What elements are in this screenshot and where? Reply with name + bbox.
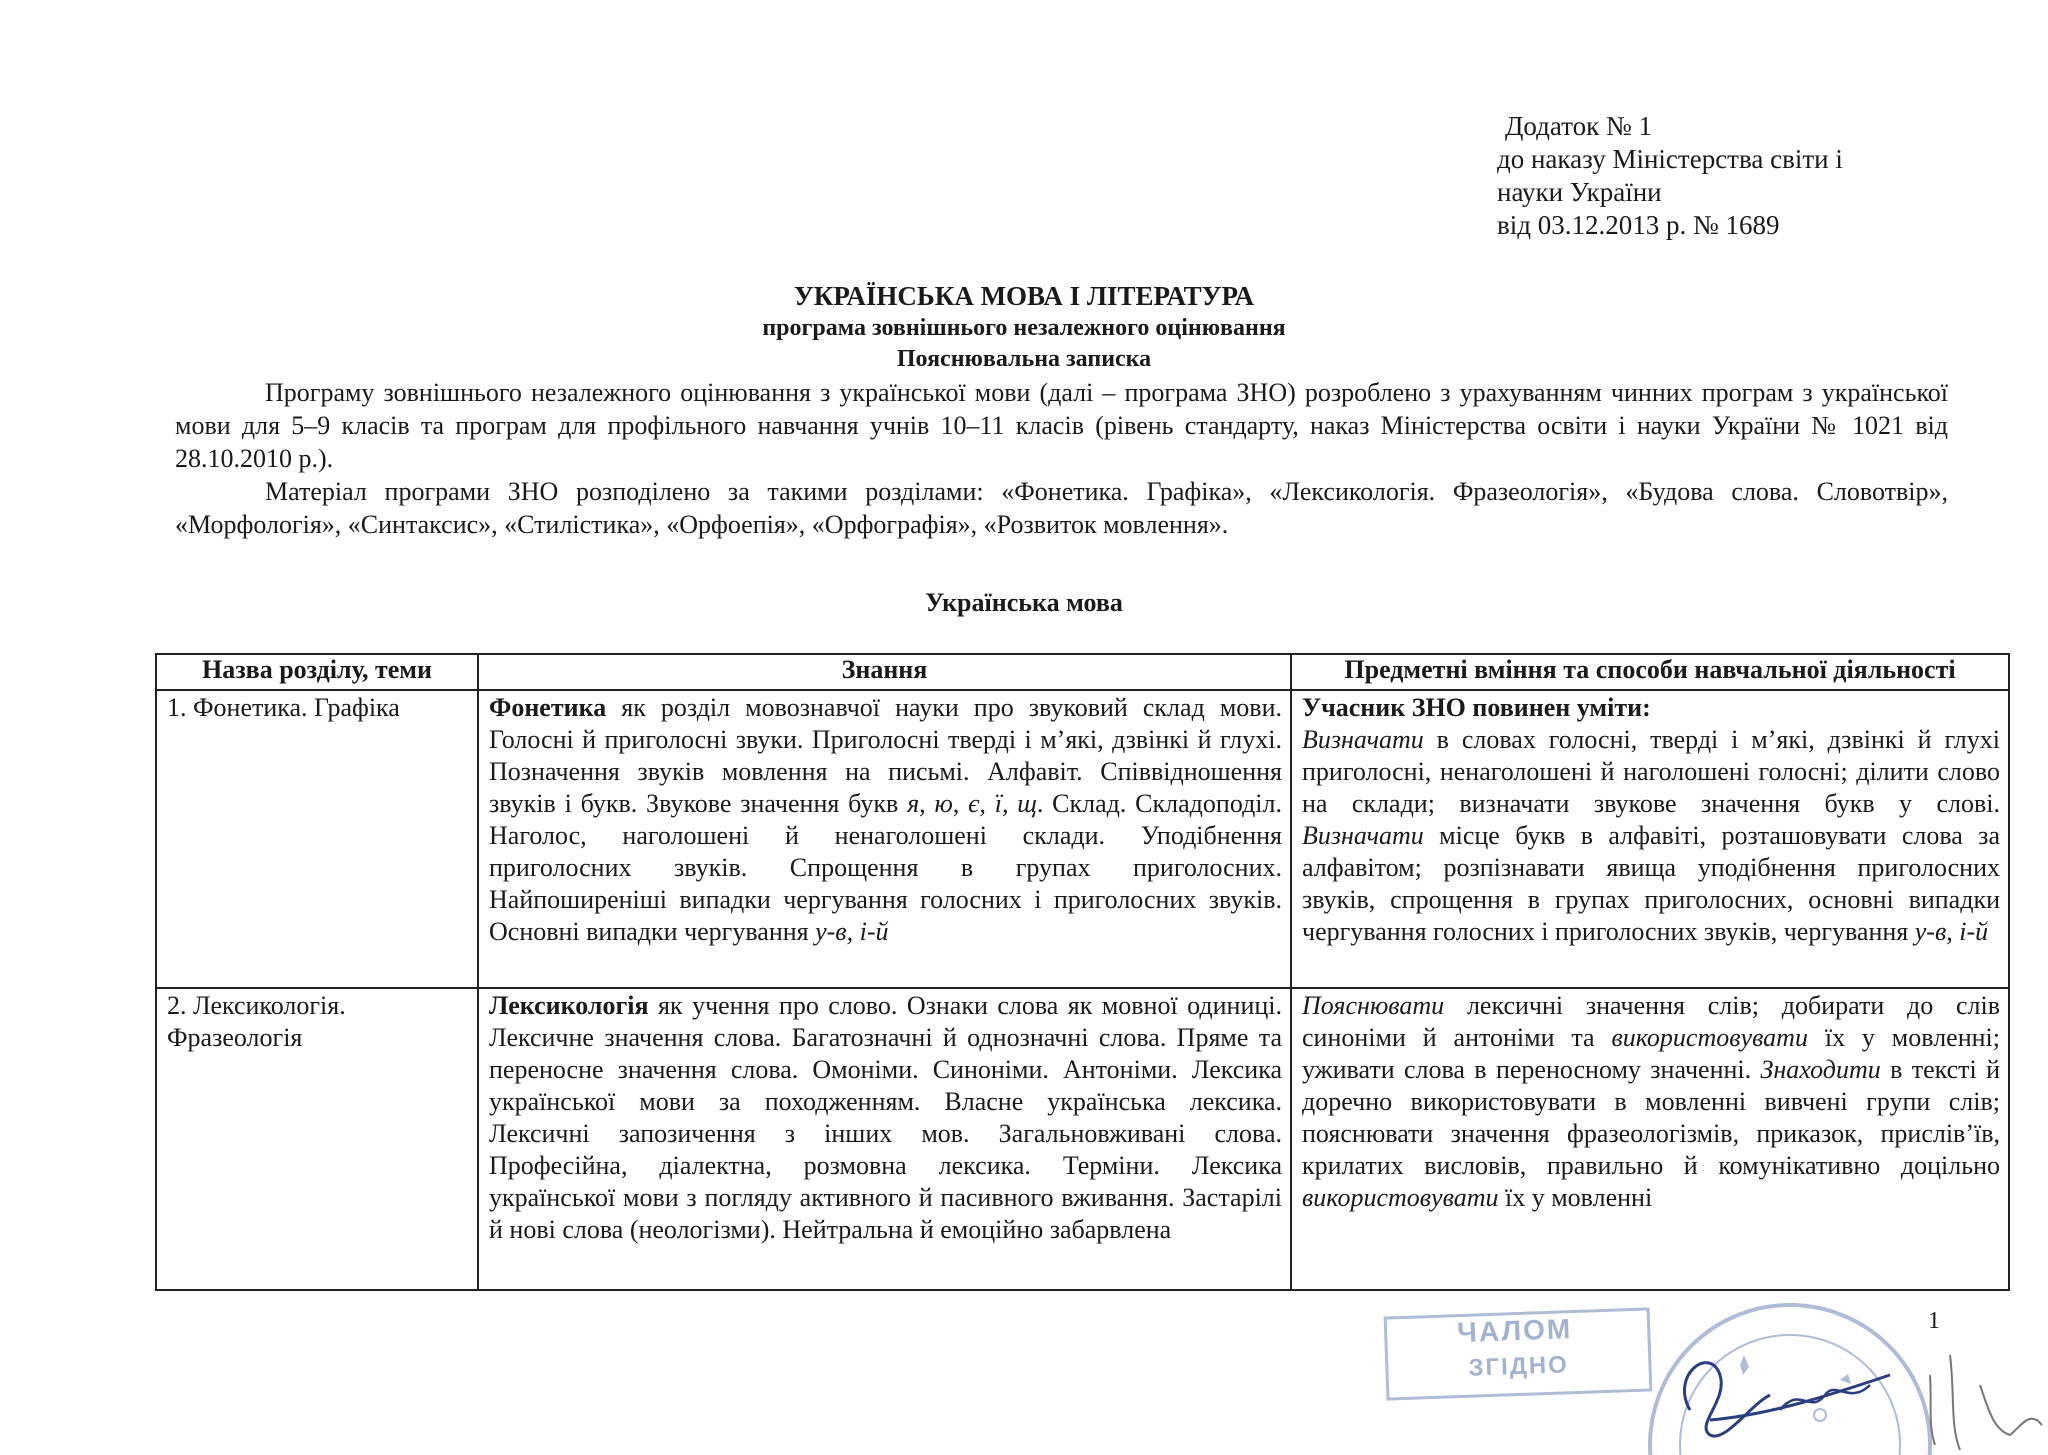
section-subtitle: Українська мова [925, 588, 1123, 617]
row2-section-line-2: Фразеологія [167, 1023, 303, 1052]
stamp-line-1: ЧАЛОМ [1456, 1313, 1573, 1349]
intro-paragraph-1: Програму зовнішнього незалежного оцінювання з української мови (далі – програма ЗНО) розроблено з урахуванням чинних програм з української мови для 5–9 класів та програм для профільного навчання учнів 10–11 класів (рівень стандарту, наказ Міністерства освіти і науки України № 1021 від 28.10.2010 р.). [175, 378, 1948, 473]
row1-skills-italic-2: Визначати [1302, 821, 1424, 850]
appendix-block [1497, 110, 1843, 242]
row2-skills-italic-3: Знаходити [1760, 1055, 1881, 1084]
table-row [156, 988, 2009, 1290]
row1-skills-text-2: місце букв в алфавіті, розташовувати слова за алфавітом; розпізнавати явища уподібнення приголосних звуків, спрощення в групах приголосних, основні випадки чергування голосних і приголосних звуків, чергування [1302, 821, 2000, 946]
appendix-date-line: від 03.12.2013 р. № 1689 [1497, 210, 1780, 240]
row1-section-cell [156, 690, 478, 988]
document-title: УКРАЇНСЬКА МОВА І ЛІТЕРАТУРА [793, 281, 1255, 311]
row1-keyword: Фонетика [489, 693, 607, 722]
appendix-ministry-line: науки України [1497, 177, 1662, 207]
table-header-row [156, 654, 2009, 690]
row1-knowledge-italic-1: я, ю, є, ї, щ [907, 789, 1037, 818]
row2-skills-italic-2: використовувати [1611, 1023, 1808, 1052]
row2-keyword: Лексикологія [489, 991, 649, 1020]
row2-skills-italic-4: використовувати [1302, 1183, 1499, 1212]
row1-section: 1. Фонетика. Графіка [167, 693, 400, 722]
header-skills: Предметні вміння та способи навчальної діяльності [1291, 654, 2009, 690]
row2-knowledge-text-1: як учення про слово. Ознаки слова як мовної одиниці. Лексичне значення слова. Багатозначні й однозначні слова. Пряме та переносне значення слова. Омоніми. Синоніми. Антоніми. Лексика української мови за походженням. Власне українська лексика. Лексичні запозичення з інших мов. Загальновживані слова. Професійна, діалектна, розмовна лексика. Терміни. Лексика української мови з погляду активного й пасивного вживання. Застарілі й нові слова (неологізми). Нейтральна й емоційно забарвлена [489, 991, 1282, 1244]
row1-skills-lead: Учасник ЗНО повинен уміти: [1302, 693, 1651, 722]
stamp-line-2: ЗГІДНО [1467, 1351, 1570, 1382]
row1-knowledge-text-2: . Склад. Складоподіл. Наголос, наголошені й ненаголошені склади. Уподібнення приголосних звуків. Спрощення в групах приголосних. Найпоширеніші випадки чергування голосних і приголосних звуків. Основні випадки чергування [489, 789, 1282, 946]
table-row [156, 690, 2009, 988]
appendix-order-line: до наказу Міністерства світи і [1497, 144, 1843, 174]
row2-skills-cell [1291, 988, 2009, 1290]
header-section: Назва розділу, теми [156, 654, 478, 690]
appendix-number: Додаток № 1 [1505, 111, 1652, 141]
row1-knowledge-italic-2: у-в, і-й [815, 917, 889, 946]
row2-skills-italic-1: Пояснювати [1302, 991, 1445, 1020]
row1-skills-italic-3: у-в, і-й [1914, 917, 1989, 946]
explanatory-note-title: Пояснювальна записка [896, 346, 1152, 372]
title-block [0, 280, 2048, 375]
row2-skills-text-2: їх у мовленні; уживати слова в переносному значенні. [1302, 1023, 2000, 1084]
row1-knowledge-cell [478, 690, 1291, 988]
row2-skills-text-4: їх у мовленні [1498, 1183, 1653, 1212]
page-number: 1 [1928, 1308, 1940, 1334]
row1-skills-italic-1: Визначати [1302, 725, 1424, 754]
row2-knowledge-cell [478, 988, 1291, 1290]
handwritten-signature-icon [1650, 1315, 2048, 1455]
row1-knowledge-text-1: як розділ мовознавчої науки про звуковий склад мови. Голосні й приголосні звуки. Приголосні тверді і м’які, дзвінкі й глухі. Позначення звуків мовлення на письмі. Алфавіт. Співвідношення звуків і букв. Звукове значення букв [489, 693, 1282, 818]
row1-skills-cell [1291, 690, 2009, 988]
intro-text [175, 376, 1948, 541]
header-knowledge: Знання [478, 654, 1291, 690]
row2-skills-text-3: в тексті й доречно використовувати в мовленні вивчені групи слів; пояснювати значення фразеологізмів, приказок, прислів’їв, крилатих висловів, правильно й комунікативно доцільно [1302, 1055, 2001, 1180]
intro-paragraph-2: Матеріал програми ЗНО розподілено за такими розділами: «Фонетика. Графіка», «Лексикологія. Фразеологія», «Будова слова. Словотвір», «Морфологія», «Синтаксис», «Стилістика», «Орфоепія», «Орфографія», «Розвиток мовлення». [175, 477, 1948, 539]
row2-section-cell [156, 988, 478, 1290]
approval-stamp [1384, 1307, 1653, 1400]
row2-skills-text-1: лексичні значення слів; добирати до слів синоніми й антоніми та [1302, 991, 2000, 1052]
row1-skills-text-1: в словах голосні, тверді і м’які, дзвінкі й глухі приголосні, ненаголошені й наголошені голосні; ділити слово на склади; визначати звукове значення букв у слові. [1302, 725, 2000, 818]
program-table [155, 653, 2010, 1291]
row2-section-line-1: 2. Лексикологія. [167, 991, 346, 1020]
program-subtitle: програма зовнішнього незалежного оцінювання [762, 315, 1286, 341]
